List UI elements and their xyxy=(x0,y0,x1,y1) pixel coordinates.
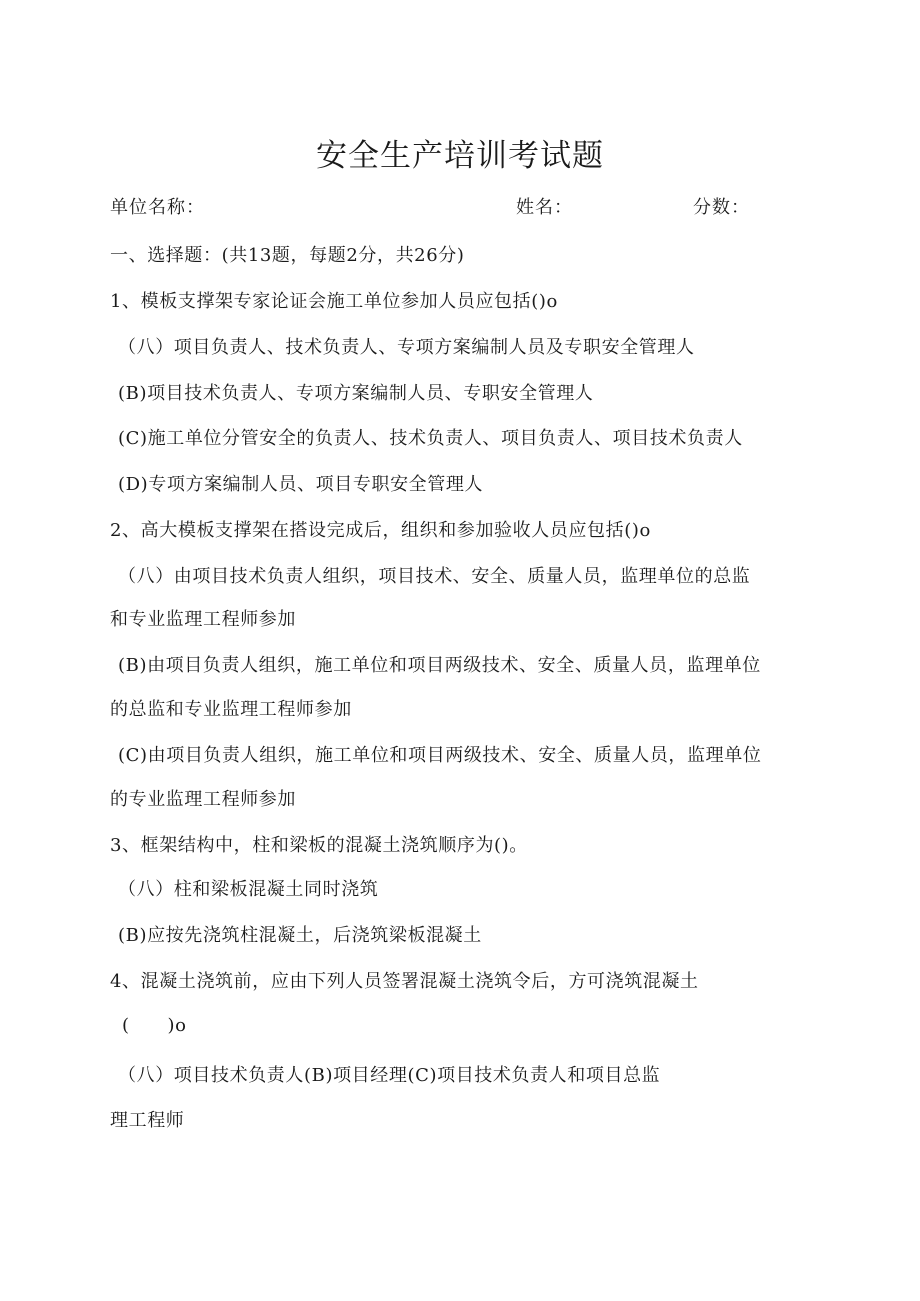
question-3-option-a: （八）柱和梁板混凝土同时浇筑 xyxy=(118,879,379,900)
section-heading: 一、选择题：(共13题，每题2分，共26分) xyxy=(110,245,465,266)
question-2-option-c-cont: 的专业监理工程师参加 xyxy=(110,789,296,810)
question-2-option-b: (B)由项目负责人组织，施工单位和项目两级技术、安全、质量人员，监理单位 xyxy=(118,655,761,676)
page-title: 安全生产培训考试题 xyxy=(316,138,604,174)
question-4-options: （八）项目技术负责人(B)项目经理(C)项目技术负责人和项目总监 xyxy=(118,1065,661,1086)
question-3-option-b: (B)应按先浇筑柱混凝土，后浇筑梁板混凝土 xyxy=(118,925,482,946)
question-4-stem: 4、混凝土浇筑前，应由下列人员签署混凝土浇筑令后，方可浇筑混凝土 xyxy=(110,971,699,992)
question-2-option-a: （八）由项目技术负责人组织，项目技术、安全、质量人员，监理单位的总监 xyxy=(118,566,751,587)
name-label: 姓名： xyxy=(516,197,573,218)
question-2-option-b-cont: 的总监和专业监理工程师参加 xyxy=(110,699,352,720)
question-2-stem: 2、高大模板支撑架在搭设完成后，组织和参加验收人员应包括()o xyxy=(110,520,651,541)
question-1-stem: 1、模板支撑架专家论证会施工单位参加人员应包括()o xyxy=(110,291,558,312)
unit-name-label: 单位名称： xyxy=(110,197,205,218)
question-1-option-a: （八）项目负责人、技术负责人、专项方案编制人员及专职安全管理人 xyxy=(118,337,695,358)
score-label: 分数： xyxy=(693,197,750,218)
question-2-option-a-cont: 和专业监理工程师参加 xyxy=(110,609,296,630)
question-4-blank: ( )o xyxy=(122,1015,187,1036)
question-1-option-d: (D)专项方案编制人员、项目专职安全管理人 xyxy=(118,474,484,495)
question-4-options-cont: 理工程师 xyxy=(110,1110,185,1131)
question-2-option-c: (C)由项目负责人组织，施工单位和项目两级技术、安全、质量人员，监理单位 xyxy=(118,745,762,766)
question-1-option-c: (C)施工单位分管安全的负责人、技术负责人、项目负责人、项目技术负责人 xyxy=(118,428,743,449)
question-1-option-b: (B)项目技术负责人、专项方案编制人员、专职安全管理人 xyxy=(118,383,594,404)
question-3-stem: 3、框架结构中，柱和梁板的混凝土浇筑顺序为()。 xyxy=(110,835,528,856)
